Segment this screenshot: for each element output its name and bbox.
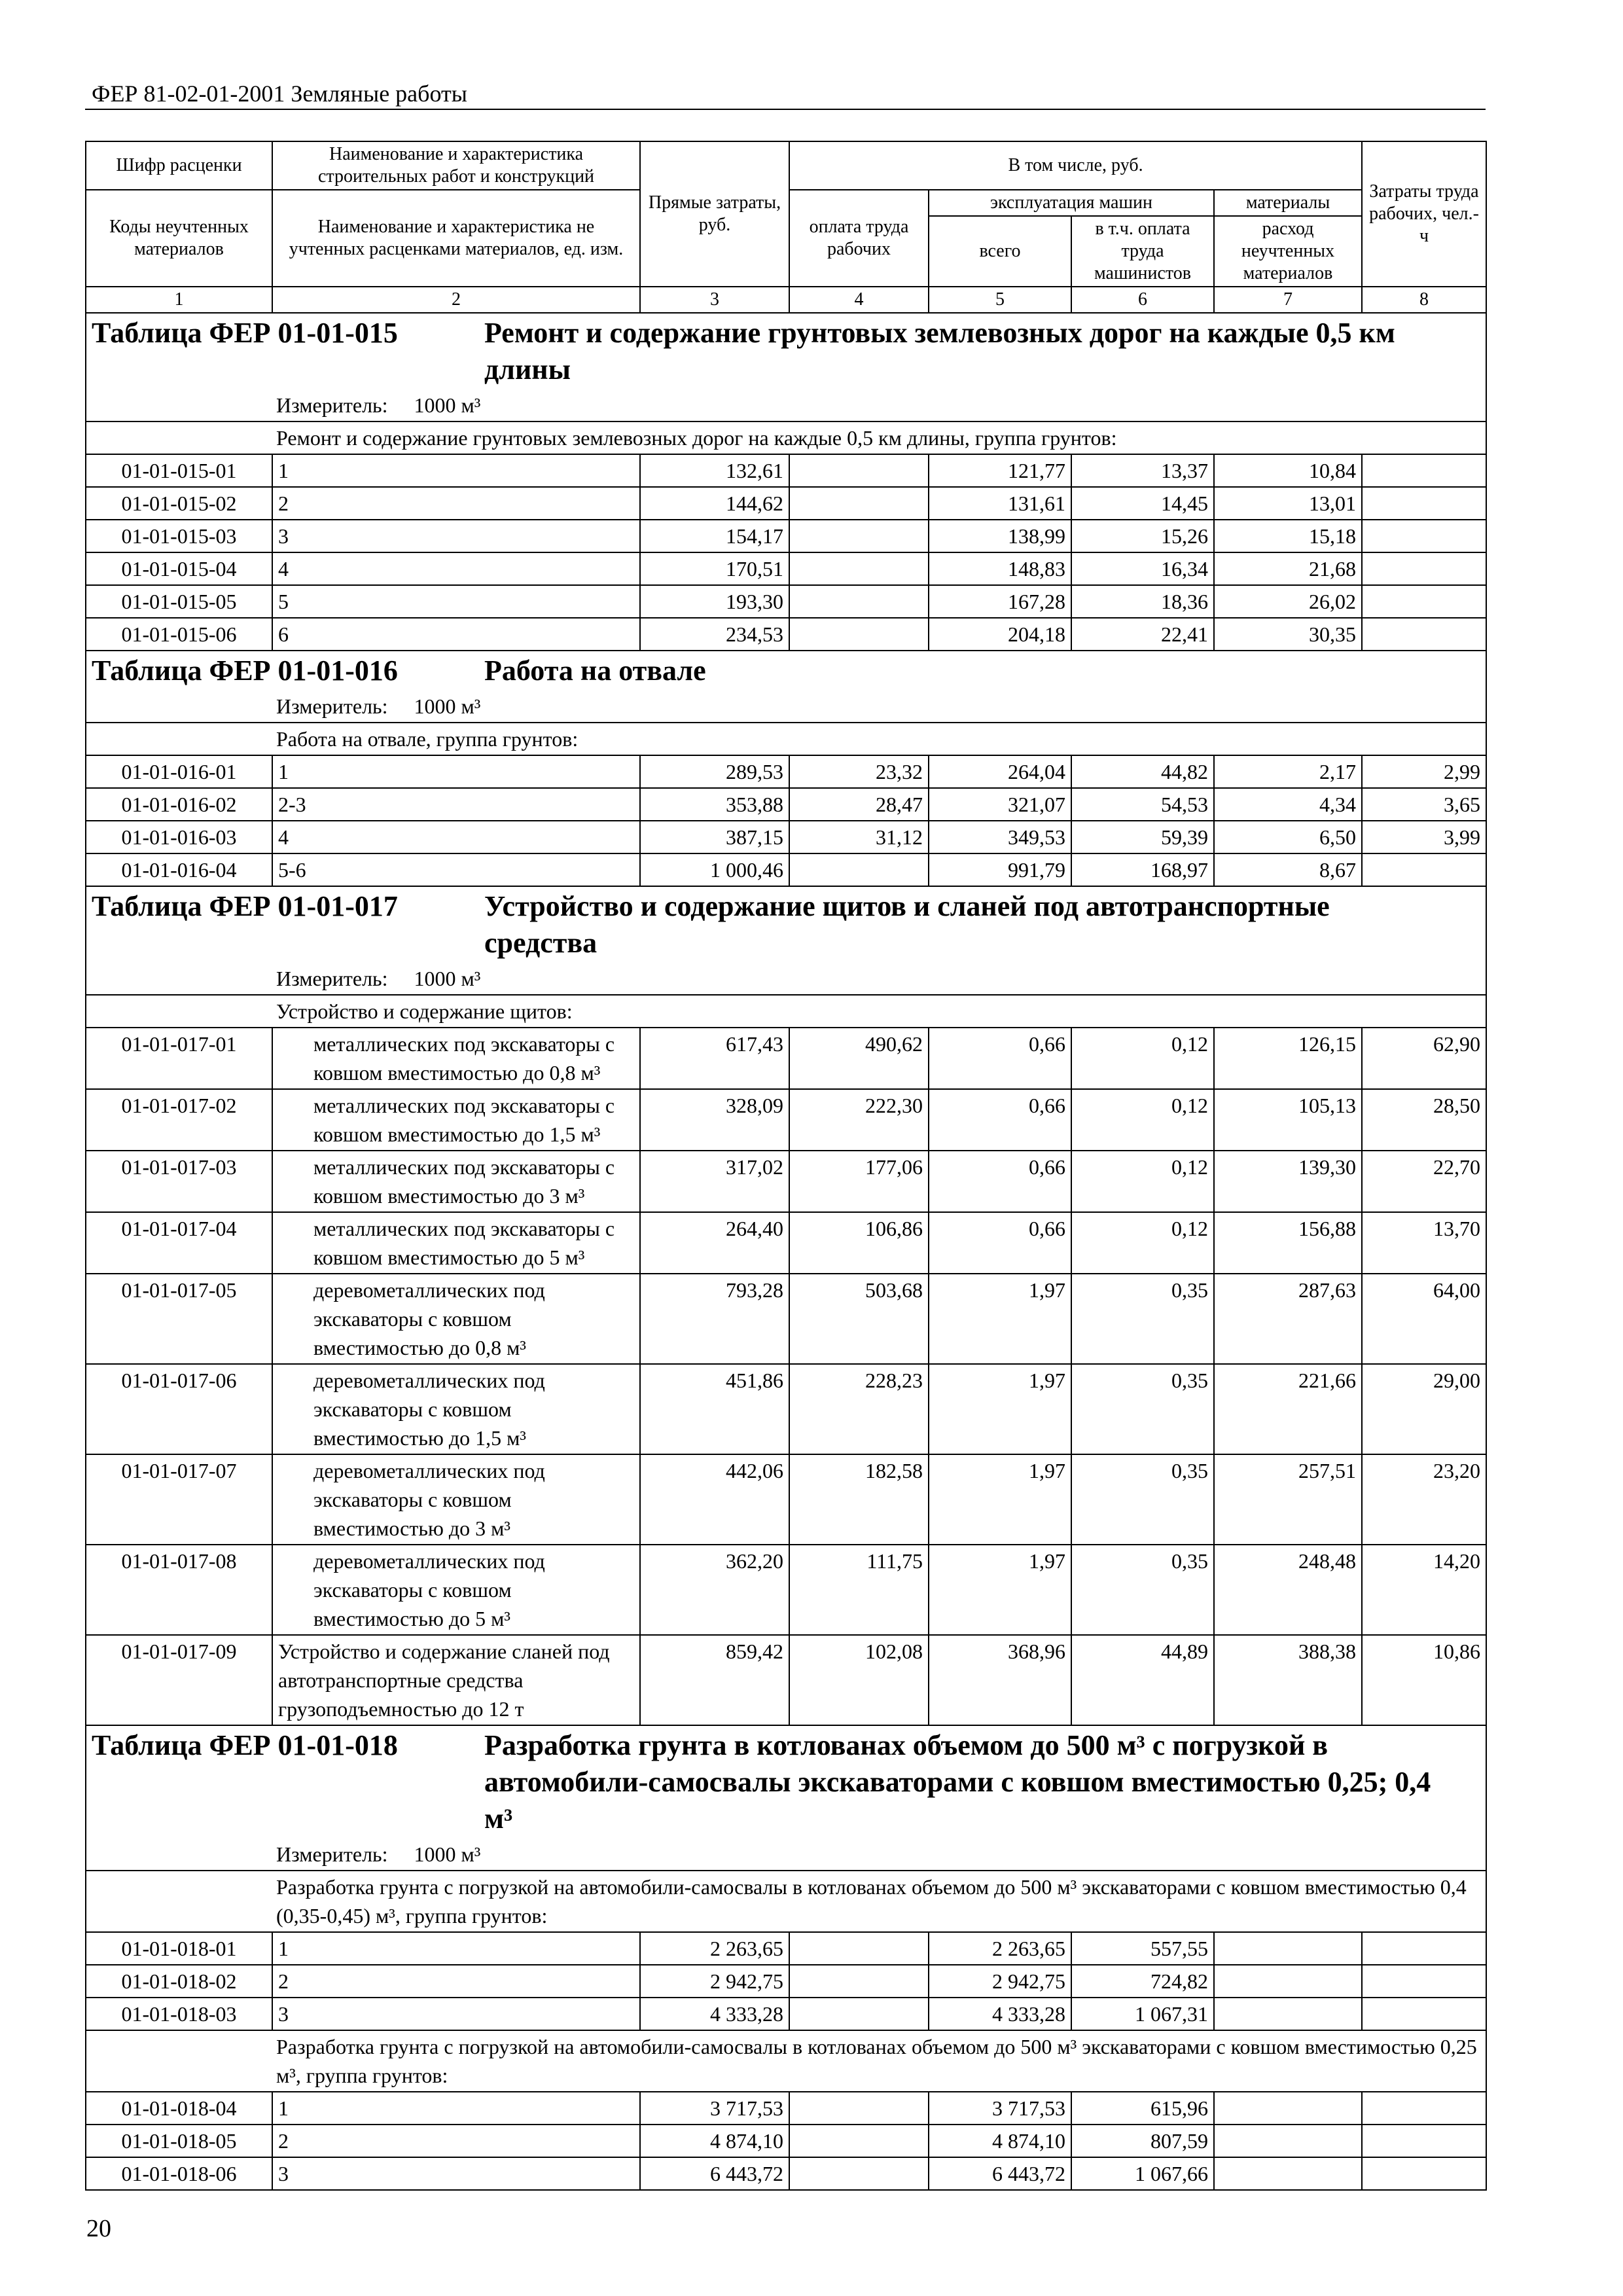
machinist-labor-cost: 1 067,31: [1071, 1998, 1214, 2030]
direct-cost: 170,51: [640, 552, 789, 585]
labor-cost: 490,62: [789, 1028, 929, 1089]
meter-label: Измеритель:: [276, 1842, 388, 1866]
rate-code: 01-01-018-05: [86, 2125, 272, 2157]
rate-row: [86, 1545, 1486, 1635]
rate-row: [86, 1089, 1486, 1151]
machines-cost: 1,97: [929, 1454, 1071, 1545]
rate-code: 01-01-016-03: [86, 821, 272, 853]
rate-row: [86, 1932, 1486, 1965]
labor-cost: [789, 2157, 929, 2190]
rate-name: Устройство и содержание сланей под автотранспортные средства грузоподъемностью до 12 т: [272, 1635, 640, 1725]
col-number: 4: [789, 287, 929, 313]
machines-cost: 1,97: [929, 1545, 1071, 1635]
machines-cost: 0,66: [929, 1151, 1071, 1212]
labor-hours: [1362, 853, 1486, 886]
machinist-labor-cost: 14,45: [1071, 487, 1214, 520]
materials-cost: 30,35: [1214, 618, 1362, 651]
section-heading: Разработка грунта в котлованах объемом до 500 м³ с погрузкой в автомобили-самосвалы экскаваторами с ковшом вместимостью 0,25; 0,4 м³: [484, 1729, 1431, 1835]
rate-name: 6: [272, 618, 640, 651]
machines-cost: 3 717,53: [929, 2092, 1071, 2125]
section-heading: Устройство и содержание щитов и сланей под автотранспортные средства: [484, 890, 1330, 959]
rate-row: [86, 585, 1486, 618]
machines-cost: 1,97: [929, 1274, 1071, 1364]
col-machinist-labor-header: в т.ч. оплата труда машинистов: [1071, 216, 1214, 287]
rate-name: 1: [272, 2092, 640, 2125]
machinist-labor-cost: 0,35: [1071, 1454, 1214, 1545]
section-label: Таблица ФЕР 01-01-017: [92, 890, 398, 922]
direct-cost: 353,88: [640, 788, 789, 821]
labor-cost: [789, 520, 929, 552]
machinist-labor-cost: 615,96: [1071, 2092, 1214, 2125]
rates-table: [85, 141, 1487, 2191]
machines-cost: 138,99: [929, 520, 1071, 552]
rate-code: 01-01-015-04: [86, 552, 272, 585]
materials-cost: 13,01: [1214, 487, 1362, 520]
section-title-row: [86, 886, 1486, 963]
rate-name: деревометаллических под экскаваторы с ковшом вместимостью до 0,8 м³: [272, 1274, 640, 1364]
machines-cost: 4 874,10: [929, 2125, 1071, 2157]
materials-cost: 10,84: [1214, 454, 1362, 487]
group-row: [86, 995, 1486, 1028]
group-row: [86, 2030, 1486, 2092]
machines-cost: 121,77: [929, 454, 1071, 487]
machines-cost: 167,28: [929, 585, 1071, 618]
direct-cost: 793,28: [640, 1274, 789, 1364]
materials-cost: 4,34: [1214, 788, 1362, 821]
machinist-labor-cost: 13,37: [1071, 454, 1214, 487]
labor-hours: [1362, 520, 1486, 552]
labor-cost: [789, 454, 929, 487]
direct-cost: 1 000,46: [640, 853, 789, 886]
rate-code: 01-01-015-01: [86, 454, 272, 487]
group-caption: Ремонт и содержание грунтовых землевозных дорог на каждые 0,5 км длины, группа грунтов:: [86, 422, 1486, 454]
direct-cost: 328,09: [640, 1089, 789, 1151]
rate-name: деревометаллических под экскаваторы с ковшом вместимостью до 5 м³: [272, 1545, 640, 1635]
machinist-labor-cost: 22,41: [1071, 618, 1214, 651]
group-row: [86, 723, 1486, 755]
meter-value: 1000 м³: [414, 694, 481, 718]
materials-cost: 8,67: [1214, 853, 1362, 886]
rate-name: деревометаллических под экскаваторы с ковшом вместимостью до 3 м³: [272, 1454, 640, 1545]
labor-hours: [1362, 487, 1486, 520]
materials-cost: 2,17: [1214, 755, 1362, 788]
col-materials-code-header: Коды неучтенных материалов: [86, 190, 272, 287]
machines-cost: 0,66: [929, 1212, 1071, 1274]
machinist-labor-cost: 0,12: [1071, 1212, 1214, 1274]
direct-cost: 617,43: [640, 1028, 789, 1089]
direct-cost: 154,17: [640, 520, 789, 552]
rate-row: [86, 520, 1486, 552]
rate-row: [86, 454, 1486, 487]
group-caption: Устройство и содержание щитов:: [86, 995, 1486, 1028]
labor-cost: 182,58: [789, 1454, 929, 1545]
direct-cost: 2 942,75: [640, 1965, 789, 1998]
direct-cost: 3 717,53: [640, 2092, 789, 2125]
rate-code: 01-01-017-06: [86, 1364, 272, 1454]
direct-cost: 4 333,28: [640, 1998, 789, 2030]
labor-cost: 31,12: [789, 821, 929, 853]
section-title: [86, 1725, 1486, 1839]
section-heading: Ремонт и содержание грунтовых землевозных дорог на каждые 0,5 км длины: [484, 317, 1395, 386]
rate-code: 01-01-018-06: [86, 2157, 272, 2190]
section-title: [86, 313, 1486, 389]
machinist-labor-cost: 59,39: [1071, 821, 1214, 853]
labor-cost: [789, 552, 929, 585]
section-title-row: [86, 651, 1486, 691]
materials-cost: [1214, 2092, 1362, 2125]
machinist-labor-cost: 16,34: [1071, 552, 1214, 585]
meter-value: 1000 м³: [414, 393, 481, 417]
rate-code: 01-01-018-01: [86, 1932, 272, 1965]
rate-name: металлических под экскаваторы с ковшом вместимостью до 1,5 м³: [272, 1089, 640, 1151]
rate-name: 4: [272, 821, 640, 853]
machinist-labor-cost: 44,82: [1071, 755, 1214, 788]
rate-name: 5: [272, 585, 640, 618]
column-numbers-row: [86, 287, 1486, 313]
labor-cost: 177,06: [789, 1151, 929, 1212]
direct-cost: 144,62: [640, 487, 789, 520]
labor-hours: 3,99: [1362, 821, 1486, 853]
header-rule: [85, 109, 1486, 110]
labor-hours: 62,90: [1362, 1028, 1486, 1089]
meter-value: 1000 м³: [414, 967, 481, 990]
machines-cost: 148,83: [929, 552, 1071, 585]
rate-code: 01-01-017-08: [86, 1545, 272, 1635]
rate-code: 01-01-017-07: [86, 1454, 272, 1545]
rate-row: [86, 755, 1486, 788]
rate-row: [86, 1965, 1486, 1998]
header-row-1: [86, 141, 1486, 190]
materials-cost: 26,02: [1214, 585, 1362, 618]
labor-hours: [1362, 1932, 1486, 1965]
rate-row: [86, 1454, 1486, 1545]
materials-cost: 126,15: [1214, 1028, 1362, 1089]
meter: [86, 691, 1486, 723]
machinist-labor-cost: 0,12: [1071, 1089, 1214, 1151]
section-label: Таблица ФЕР 01-01-016: [92, 655, 398, 687]
rate-code: 01-01-015-03: [86, 520, 272, 552]
rate-code: 01-01-015-06: [86, 618, 272, 651]
meter-label: Измеритель:: [276, 694, 388, 718]
labor-hours: 13,70: [1362, 1212, 1486, 1274]
section-title: [86, 651, 1486, 691]
direct-cost: 234,53: [640, 618, 789, 651]
machines-cost: 349,53: [929, 821, 1071, 853]
rate-code: 01-01-018-02: [86, 1965, 272, 1998]
materials-cost: [1214, 1932, 1362, 1965]
labor-hours: 23,20: [1362, 1454, 1486, 1545]
labor-cost: [789, 2092, 929, 2125]
direct-cost: 289,53: [640, 755, 789, 788]
labor-cost: 106,86: [789, 1212, 929, 1274]
materials-cost: 15,18: [1214, 520, 1362, 552]
meter-row: [86, 1839, 1486, 1871]
rate-name: 2: [272, 2125, 640, 2157]
rate-name: 3: [272, 520, 640, 552]
labor-hours: 2,99: [1362, 755, 1486, 788]
rate-code: 01-01-017-04: [86, 1212, 272, 1274]
rates-table-body: [86, 141, 1486, 2190]
machinist-labor-cost: 724,82: [1071, 1965, 1214, 1998]
rate-row: [86, 1998, 1486, 2030]
materials-cost: 156,88: [1214, 1212, 1362, 1274]
machines-cost: 321,07: [929, 788, 1071, 821]
section-heading: Работа на отвале: [484, 655, 706, 687]
rate-name: металлических под экскаваторы с ковшом вместимостью до 0,8 м³: [272, 1028, 640, 1089]
machines-cost: 264,04: [929, 755, 1071, 788]
machinist-labor-cost: 0,12: [1071, 1151, 1214, 1212]
machinist-labor-cost: 1 067,66: [1071, 2157, 1214, 2190]
rate-name: 1: [272, 755, 640, 788]
materials-cost: 21,68: [1214, 552, 1362, 585]
meter-value: 1000 м³: [414, 1842, 481, 1866]
rate-name: 2-3: [272, 788, 640, 821]
materials-cost: [1214, 1998, 1362, 2030]
meter: [86, 1839, 1486, 1871]
direct-cost: 442,06: [640, 1454, 789, 1545]
rate-row: [86, 1274, 1486, 1364]
rate-name: 2: [272, 487, 640, 520]
labor-hours: [1362, 2125, 1486, 2157]
labor-cost: [789, 1998, 929, 2030]
group-row: [86, 1871, 1486, 1932]
rate-name: 3: [272, 2157, 640, 2190]
meter-label: Измеритель:: [276, 967, 388, 990]
labor-hours: [1362, 552, 1486, 585]
rate-code: 01-01-017-03: [86, 1151, 272, 1212]
direct-cost: 264,40: [640, 1212, 789, 1274]
machines-cost: 2 263,65: [929, 1932, 1071, 1965]
machinist-labor-cost: 44,89: [1071, 1635, 1214, 1725]
direct-cost: 6 443,72: [640, 2157, 789, 2190]
group-row: [86, 422, 1486, 454]
machines-cost: 0,66: [929, 1028, 1071, 1089]
materials-cost: 388,38: [1214, 1635, 1362, 1725]
rate-row: [86, 853, 1486, 886]
col-name-header: Наименование и характеристика строительных работ и конструкций: [272, 141, 640, 190]
col-number: 8: [1362, 287, 1486, 313]
rate-code: 01-01-017-09: [86, 1635, 272, 1725]
materials-cost: 105,13: [1214, 1089, 1362, 1151]
col-labor-header: оплата труда рабочих: [789, 190, 929, 287]
rate-row: [86, 487, 1486, 520]
rate-row: [86, 552, 1486, 585]
machinist-labor-cost: 0,35: [1071, 1364, 1214, 1454]
materials-cost: [1214, 2157, 1362, 2190]
labor-cost: 28,47: [789, 788, 929, 821]
materials-cost: [1214, 1965, 1362, 1998]
rate-code: 01-01-015-05: [86, 585, 272, 618]
materials-cost: 287,63: [1214, 1274, 1362, 1364]
labor-hours: 3,65: [1362, 788, 1486, 821]
labor-cost: [789, 1965, 929, 1998]
direct-cost: 193,30: [640, 585, 789, 618]
materials-cost: 139,30: [1214, 1151, 1362, 1212]
labor-hours: [1362, 585, 1486, 618]
col-materials-header: материалы: [1214, 190, 1362, 216]
rate-code: 01-01-018-03: [86, 1998, 272, 2030]
rate-code: 01-01-016-02: [86, 788, 272, 821]
machinist-labor-cost: 54,53: [1071, 788, 1214, 821]
machines-cost: 131,61: [929, 487, 1071, 520]
materials-cost: [1214, 2125, 1362, 2157]
meter-label: Измеритель:: [276, 393, 388, 417]
labor-hours: [1362, 1965, 1486, 1998]
direct-cost: 387,15: [640, 821, 789, 853]
labor-cost: [789, 853, 929, 886]
machines-cost: 0,66: [929, 1089, 1071, 1151]
page-number: 20: [86, 2215, 111, 2242]
labor-hours: 29,00: [1362, 1364, 1486, 1454]
rate-name: 5-6: [272, 853, 640, 886]
direct-cost: 4 874,10: [640, 2125, 789, 2157]
col-number: 2: [272, 287, 640, 313]
labor-cost: [789, 487, 929, 520]
labor-hours: [1362, 618, 1486, 651]
col-incl-header: В том числе, руб.: [789, 141, 1362, 190]
direct-cost: 859,42: [640, 1635, 789, 1725]
rate-code: 01-01-018-04: [86, 2092, 272, 2125]
rate-code: 01-01-017-01: [86, 1028, 272, 1089]
rate-row: [86, 788, 1486, 821]
col-number: 6: [1071, 287, 1214, 313]
rate-row: [86, 1151, 1486, 1212]
labor-cost: [789, 1932, 929, 1965]
labor-cost: 222,30: [789, 1089, 929, 1151]
labor-cost: 228,23: [789, 1364, 929, 1454]
meter-row: [86, 963, 1486, 995]
group-caption: Разработка грунта с погрузкой на автомобили-самосвалы в котлованах объемом до 500 м³ экскаваторами с ковшом вместимостью 0,4 (0,35-0,45) м³, группа грунтов:: [86, 1871, 1486, 1932]
meter-row: [86, 691, 1486, 723]
labor-hours: [1362, 454, 1486, 487]
labor-cost: 23,32: [789, 755, 929, 788]
rate-name: 1: [272, 454, 640, 487]
group-caption: Разработка грунта с погрузкой на автомобили-самосвалы в котлованах объемом до 500 м³ экскаваторами с ковшом вместимостью 0,25 м³, группа грунтов:: [86, 2030, 1486, 2092]
materials-cost: 257,51: [1214, 1454, 1362, 1545]
rate-row: [86, 2092, 1486, 2125]
group-caption: Работа на отвале, группа грунтов:: [86, 723, 1486, 755]
direct-cost: 2 263,65: [640, 1932, 789, 1965]
labor-cost: [789, 618, 929, 651]
materials-cost: 6,50: [1214, 821, 1362, 853]
rate-row: [86, 1364, 1486, 1454]
rate-code: 01-01-015-02: [86, 487, 272, 520]
labor-cost: [789, 2125, 929, 2157]
col-materials-name-header: Наименование и характеристика не учтенных расценками материалов, ед. изм.: [272, 190, 640, 287]
section-title-row: [86, 1725, 1486, 1839]
meter-row: [86, 389, 1486, 422]
rate-code: 01-01-016-01: [86, 755, 272, 788]
col-number: 1: [86, 287, 272, 313]
meter: [86, 963, 1486, 995]
machinist-labor-cost: 0,12: [1071, 1028, 1214, 1089]
section-label: Таблица ФЕР 01-01-015: [92, 317, 398, 349]
labor-cost: 111,75: [789, 1545, 929, 1635]
labor-cost: 102,08: [789, 1635, 929, 1725]
rate-name: деревометаллических под экскаваторы с ковшом вместимостью до 1,5 м³: [272, 1364, 640, 1454]
direct-cost: 132,61: [640, 454, 789, 487]
col-machines-header: эксплуатация машин: [929, 190, 1214, 216]
labor-cost: 503,68: [789, 1274, 929, 1364]
rate-name: металлических под экскаваторы с ковшом вместимостью до 5 м³: [272, 1212, 640, 1274]
rate-row: [86, 1212, 1486, 1274]
labor-hours: [1362, 2157, 1486, 2190]
machinist-labor-cost: 168,97: [1071, 853, 1214, 886]
col-direct-header: Прямые затраты, руб.: [640, 141, 789, 287]
rate-name: 1: [272, 1932, 640, 1965]
rate-code: 01-01-017-05: [86, 1274, 272, 1364]
document-title: ФЕР 81-02-01-2001 Земляные работы: [92, 81, 467, 107]
rate-code: 01-01-017-02: [86, 1089, 272, 1151]
machinist-labor-cost: 0,35: [1071, 1274, 1214, 1364]
materials-cost: 221,66: [1214, 1364, 1362, 1454]
labor-hours: 22,70: [1362, 1151, 1486, 1212]
rate-name: 4: [272, 552, 640, 585]
labor-hours: 14,20: [1362, 1545, 1486, 1635]
col-unaccounted-materials-header: расход неучтенных материалов: [1214, 216, 1362, 287]
machines-cost: 4 333,28: [929, 1998, 1071, 2030]
rate-row: [86, 1635, 1486, 1725]
labor-hours: [1362, 1998, 1486, 2030]
rate-row: [86, 2125, 1486, 2157]
col-number: 5: [929, 287, 1071, 313]
rate-name: 2: [272, 1965, 640, 1998]
meter: [86, 389, 1486, 422]
machines-cost: 204,18: [929, 618, 1071, 651]
col-code-header: Шифр расценки: [86, 141, 272, 190]
rate-row: [86, 821, 1486, 853]
labor-hours: 64,00: [1362, 1274, 1486, 1364]
machinist-labor-cost: 807,59: [1071, 2125, 1214, 2157]
direct-cost: 451,86: [640, 1364, 789, 1454]
col-hours-header: Затраты труда рабочих, чел.-ч: [1362, 141, 1486, 287]
labor-hours: 28,50: [1362, 1089, 1486, 1151]
materials-cost: 248,48: [1214, 1545, 1362, 1635]
machines-cost: 991,79: [929, 853, 1071, 886]
direct-cost: 362,20: [640, 1545, 789, 1635]
labor-hours: [1362, 2092, 1486, 2125]
rate-code: 01-01-016-04: [86, 853, 272, 886]
rate-name: металлических под экскаваторы с ковшом вместимостью до 3 м³: [272, 1151, 640, 1212]
rate-row: [86, 618, 1486, 651]
machinist-labor-cost: 0,35: [1071, 1545, 1214, 1635]
col-number: 3: [640, 287, 789, 313]
col-number: 7: [1214, 287, 1362, 313]
rate-row: [86, 1028, 1486, 1089]
direct-cost: 317,02: [640, 1151, 789, 1212]
rate-name: 3: [272, 1998, 640, 2030]
machines-cost: 368,96: [929, 1635, 1071, 1725]
rate-row: [86, 2157, 1486, 2190]
labor-cost: [789, 585, 929, 618]
section-label: Таблица ФЕР 01-01-018: [92, 1729, 398, 1761]
machinist-labor-cost: 15,26: [1071, 520, 1214, 552]
machinist-labor-cost: 557,55: [1071, 1932, 1214, 1965]
section-title: [86, 886, 1486, 963]
section-title-row: [86, 313, 1486, 389]
machines-cost: 2 942,75: [929, 1965, 1071, 1998]
machines-cost: 6 443,72: [929, 2157, 1071, 2190]
col-machines-total-header: всего: [929, 216, 1071, 287]
machines-cost: 1,97: [929, 1364, 1071, 1454]
machinist-labor-cost: 18,36: [1071, 585, 1214, 618]
labor-hours: 10,86: [1362, 1635, 1486, 1725]
